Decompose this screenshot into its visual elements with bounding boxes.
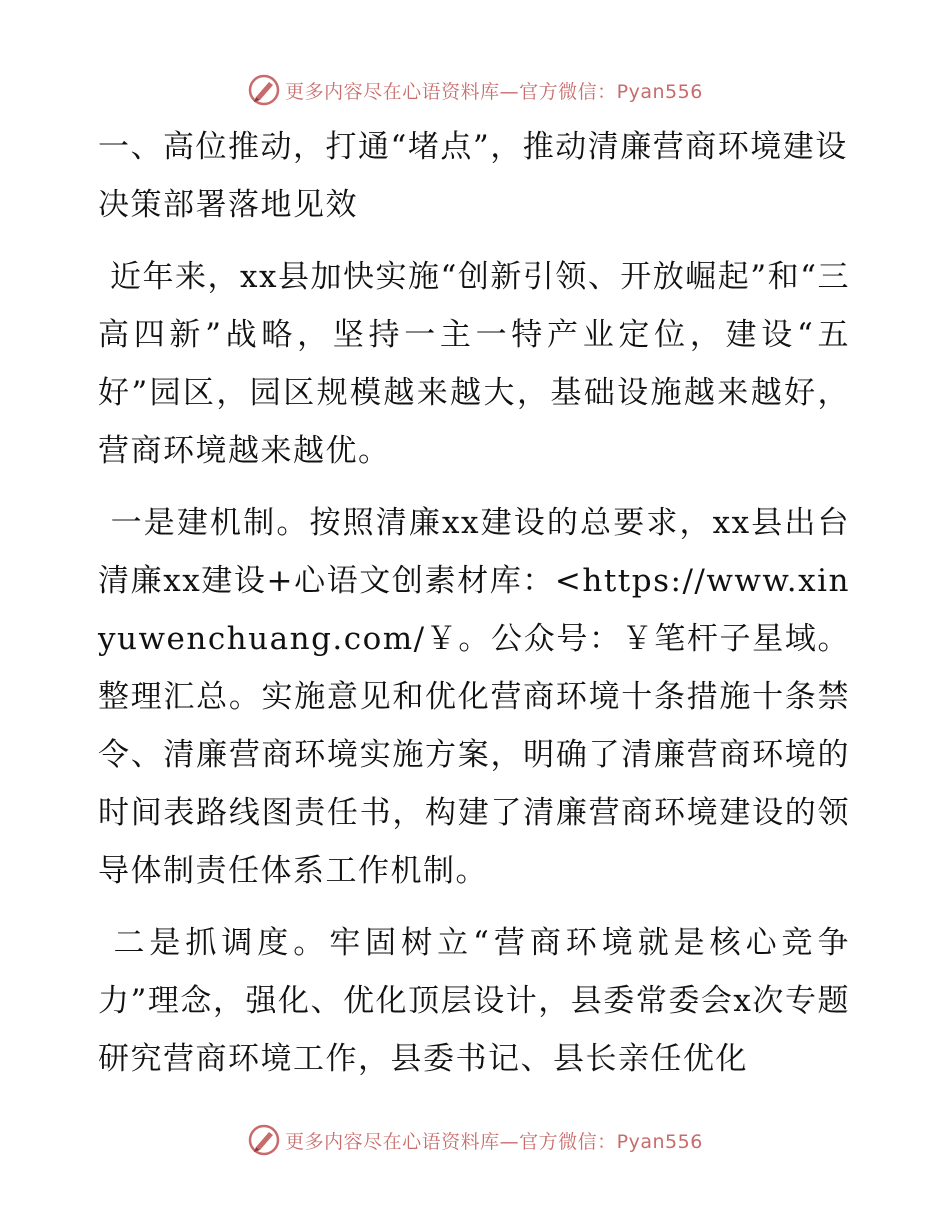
- document-body: [98, 118, 850, 1102]
- watermark-top: [0, 70, 950, 110]
- watermark-text: 更多内容尽在心语资料库—官方微信：Pyan556: [285, 1130, 703, 1153]
- paragraph-mechanism: 一是建机制。按照清廉xx建设的总要求，xx县出台清廉xx建设+心语文创素材库：<https://www.xinyuwenchuang.com/￥。公众号：￥笔杆子星域。整理汇总。实施意见和优化营商环境十条措施十条禁令、清廉营商环境实施方案，明确了清廉营商环境的时间表路线图责任书，构建了清廉营商环境建设的领导体制责任体系工作机制。: [98, 505, 850, 889]
- watermark-text: 更多内容尽在心语资料库—官方微信：Pyan556: [285, 80, 703, 103]
- pen-logo-icon: [247, 73, 281, 107]
- section-heading: 一、高位推动，打通“堵点”，推动清廉营商环境建设决策部署落地见效: [98, 129, 848, 223]
- paragraph-intro: 近年来，xx县加快实施“创新引领、开放崛起”和“三高四新”战略，坚持一主一特产业定位，建设“五好”园区，园区规模越来越大，基础设施越来越好，营商环境越来越优。: [98, 259, 851, 469]
- watermark-bottom: [0, 1120, 950, 1160]
- paragraph-scheduling: 二是抓调度。牢固树立“营商环境就是核心竞争力”理念，强化、优化顶层设计，县委常委会x次专题研究营商环境工作，县委书记、县长亲任优化: [98, 925, 850, 1077]
- pen-logo-icon: [247, 1123, 281, 1157]
